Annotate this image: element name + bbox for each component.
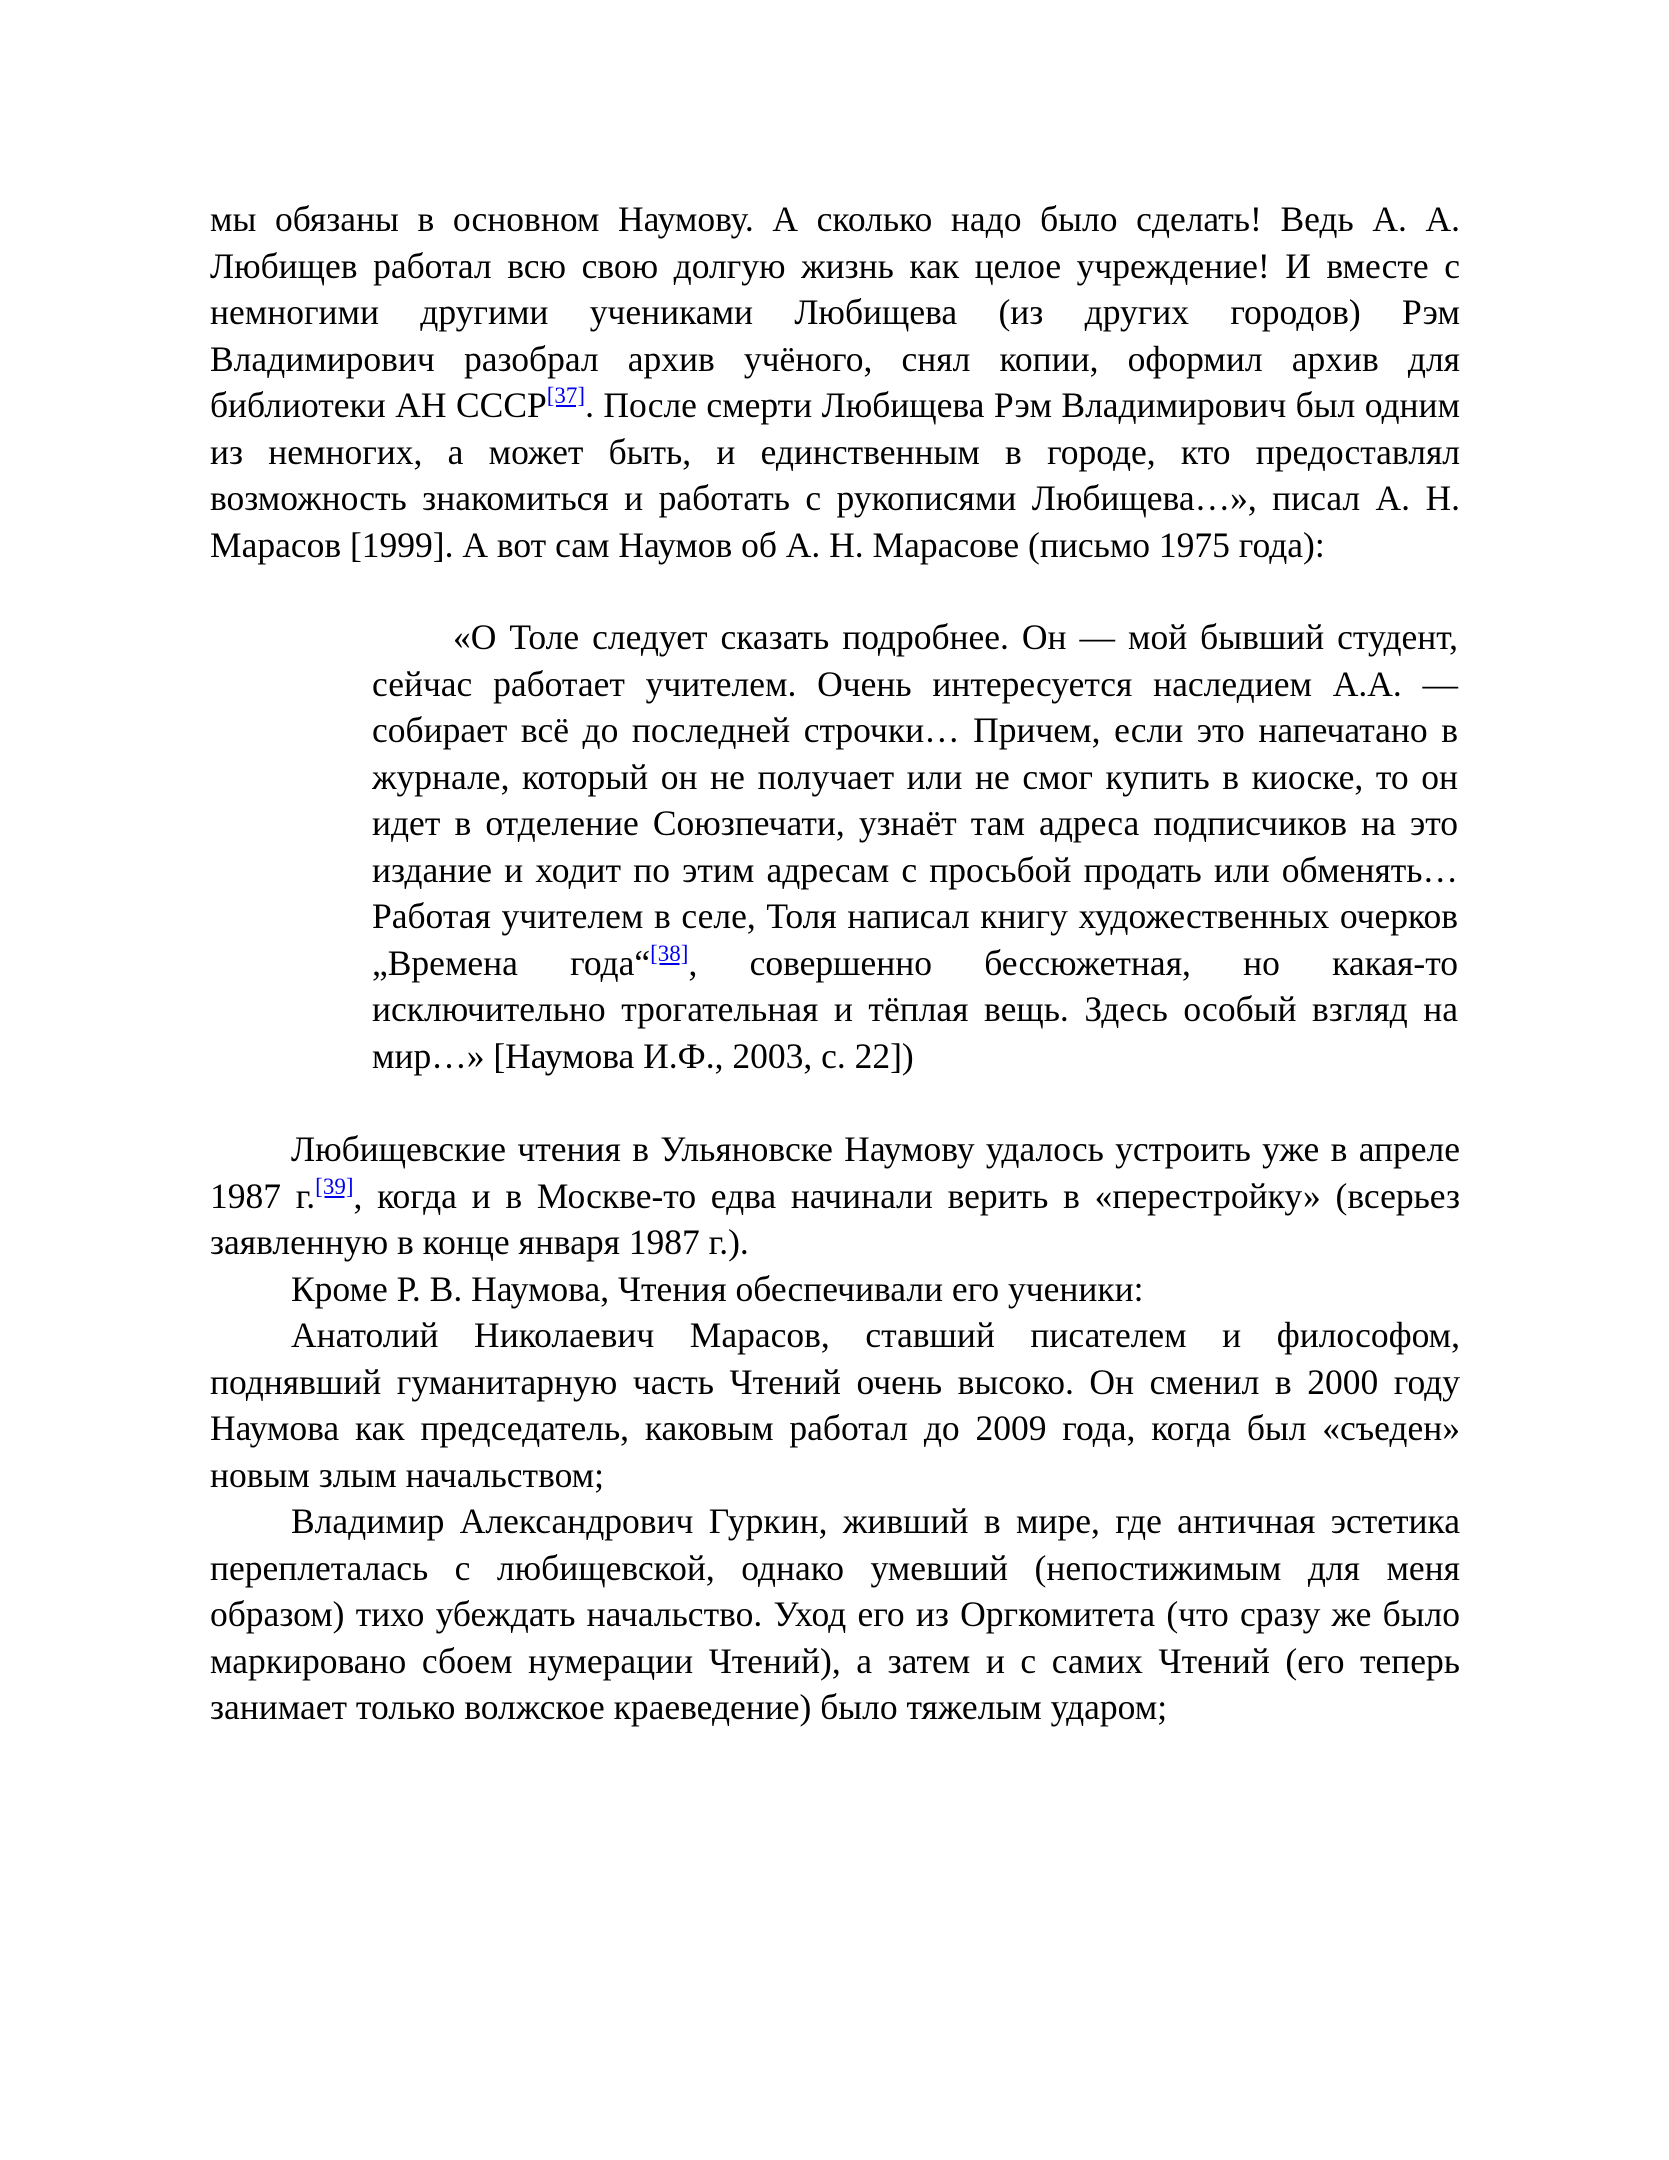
paragraph-students-intro: Кроме Р. В. Наумова, Чтения обеспечивали его ученики:: [291, 1268, 1144, 1309]
paragraph-continuation: [210, 196, 1460, 568]
footnote-link-38[interactable]: [38]: [650, 940, 689, 966]
quote-text: , совершенно бессюжетная, но какая-то исключительно трогательная и тёплая вещь. Здесь особый взгляд на мир…» [Наумова И.Ф., 2003, с. 22]): [372, 942, 1458, 1076]
paragraph-text: , когда и в Москве-то едва начинали верить в «перестройку» (всерьез заявленную в конце января 1987 г.).: [210, 1175, 1460, 1262]
paragraph-gurkin: Владимир Александрович Гуркин, живший в мире, где античная эстетика переплеталась с любищевской, однако умевший (непостижимым для меня образом) тихо убеждать начальство. Уход его из Оргкомитета (что сразу же было маркировано сбоем нумерации Чтений), а затем и с самих Чтений (его теперь занимает только волжское краеведение) было тяжелым ударом;: [210, 1501, 1460, 1727]
footnote-ref-38: [650, 941, 688, 966]
paragraph-marasov: Анатолий Николаевич Марасов, ставший писателем и философом, поднявший гуманитарную часть Чтений очень высоко. Он сменил в 2000 году Наумова как председатель, каковым работал до 2009 года, когда был «съеден» новым злым начальством;: [210, 1315, 1460, 1495]
footnote-link-37[interactable]: [37]: [546, 383, 586, 408]
paragraph-text: Любищевские чтения в Ульяновске Наумову удалось устроить уже в апреле 1987 г.: [210, 1129, 1460, 1216]
document-page: [210, 196, 1460, 1731]
footnote-ref-39: [315, 1174, 353, 1199]
quote-paragraph: [372, 614, 1458, 1079]
paragraph-text: . После смерти Любищева Рэм Владимирович был одним из немногих, а может быть, и единственным в городе, кто предоставлял возможность знакомиться и работать с рукописями Любищева…», писал А. Н. Марасов [1999]. А вот сам Наумов об А. Н. Марасове (письмо 1975 года):: [210, 385, 1460, 565]
block-quote: [372, 614, 1458, 1079]
quote-text: «О Толе следует сказать подробнее. Он — мой бывший студент, сейчас работает учителем. Очень интересуется наследием А.А. — собирает всё до последней строчки… Причем, если это напечатано в журнале, который он не получает или не смог купить в киоске, то он идет в отделение Союзпечати, узнаёт там адреса подписчиков на это издание и ходит по этим адресам с просьбой продать или обменять… Работая учителем в селе, Толя написал книгу художественных очерков „Времена года“: [372, 617, 1458, 983]
paragraph-readings-1987: [210, 1126, 1460, 1266]
footnote-ref-37: [547, 383, 585, 408]
paragraph-text: мы обязаны в основном Наумову. А сколько надо было сделать! Ведь А. А. Любищев работал всю свою долгую жизнь как целое учреждение! И вместе с немногими другими учениками Любищева (из других городов) Рэм Владимирович разобрал архив учёного, снял копии, оформил архив для библиотеки АН СССР: [210, 199, 1460, 425]
footnote-link-39[interactable]: [39]: [315, 1173, 354, 1199]
